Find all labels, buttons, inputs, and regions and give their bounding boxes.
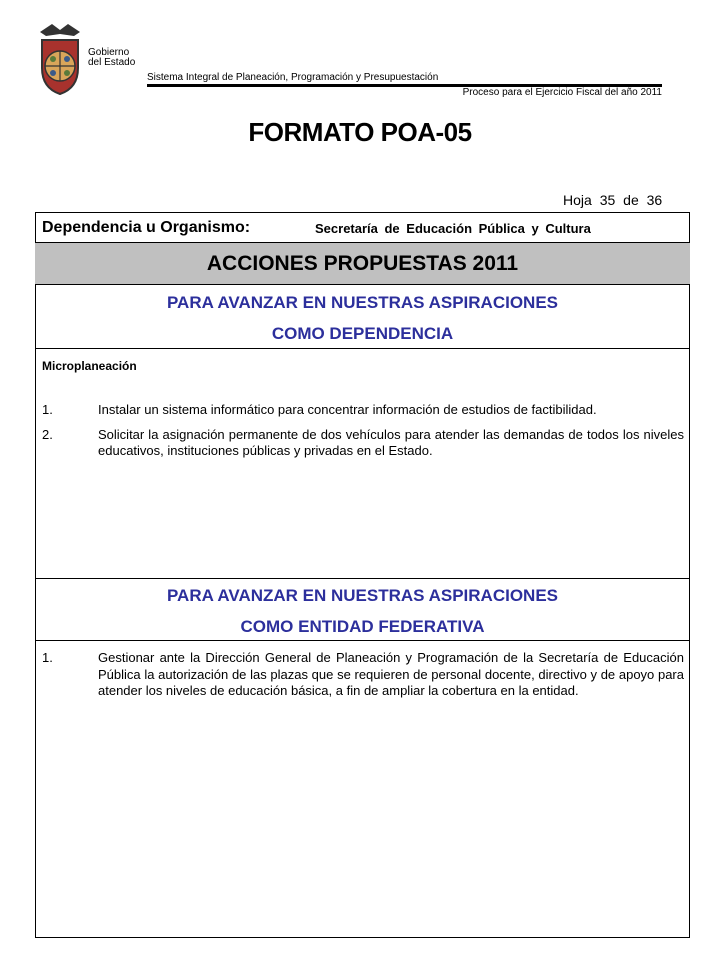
government-label-line1: Gobierno	[88, 47, 130, 58]
list-item	[42, 427, 684, 460]
sheet-page: 35	[599, 192, 616, 208]
dependency-value: Secretaría de Educación Pública y Cultura	[315, 221, 591, 236]
item-number: 2.	[42, 426, 53, 442]
action-list-federal-entity	[42, 650, 684, 708]
item-number: 1.	[42, 402, 53, 417]
item-text: Solicitar la asignación permanente de dos vehículos para atender las demandas de todos los niveles educativos, instituciones públicas y privadas en el Estado.	[98, 426, 684, 458]
sheet-of: de	[623, 192, 639, 208]
actions-band: ACCIONES PROPUESTAS 2011	[35, 243, 690, 285]
government-label-line2: del Estado	[88, 57, 136, 68]
list-item	[42, 402, 684, 419]
state-coat-of-arms-icon	[34, 18, 86, 96]
section-heading-line2: COMO ENTIDAD FEDERATIVA	[240, 617, 485, 636]
sheet-label: Hoja	[563, 192, 592, 208]
process-label: Proceso para el Ejercicio Fiscal del año 2011	[462, 87, 662, 98]
government-label	[88, 48, 135, 68]
section-heading-dependency	[35, 285, 690, 349]
item-text: Gestionar ante la Dirección General de Planeación y Programación de la Secretaría de Educación Pública la autorización de las plazas que se requieren de personal docente, directivo y de apoyo para atender los niveles de educación básica, a fin de ampliar la cobertura en la entidad.	[98, 650, 684, 698]
dependency-label: Dependencia u Organismo:	[42, 219, 251, 236]
item-number: 1.	[42, 650, 53, 665]
subheading: Microplaneación	[42, 359, 137, 373]
section-heading-line2: COMO DEPENDENCIA	[271, 324, 454, 343]
list-item	[42, 650, 684, 700]
page-title: FORMATO POA-05	[248, 117, 472, 147]
item-text: Instalar un sistema informático para concentrar información de estudios de factibilidad.	[98, 402, 597, 417]
action-list-dependency	[42, 402, 684, 468]
section-heading-line1: PARA AVANZAR EN NUESTRAS ASPIRACIONES	[166, 586, 559, 605]
sheet-number	[563, 192, 662, 208]
sheet-total: 36	[646, 192, 663, 208]
system-name: Sistema Integral de Planeación, Programación y Presupuestación	[147, 72, 439, 83]
section-heading-line1: PARA AVANZAR EN NUESTRAS ASPIRACIONES	[166, 293, 559, 312]
section-heading-federal-entity	[35, 578, 690, 641]
dependency-row	[35, 212, 690, 243]
